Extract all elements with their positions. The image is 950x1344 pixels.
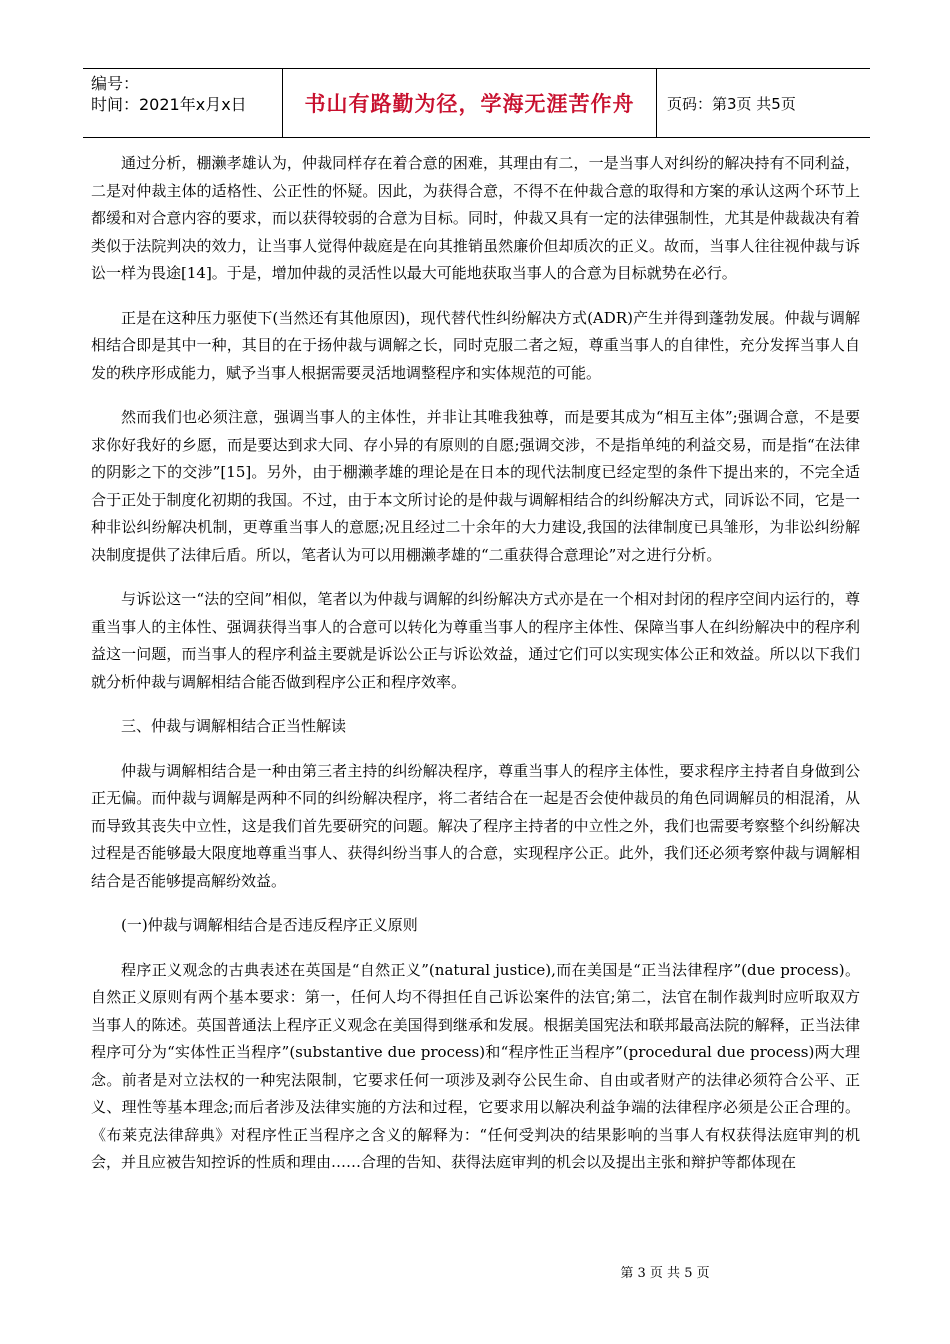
- body-paragraph: 仲裁与调解相结合是一种由第三者主持的纠纷解决程序，尊重当事人的程序主体性，要求程序主持者自身做到公正无偏。而仲裁与调解是两种不同的纠纷解决程序，将二者结合在一起是否会使仲裁员的角色同调解员的相混淆，从而导致其丧失中立性，这是我们首先要研究的问题。解决了程序主持者的中立性之外，我们也需要考察整个纠纷解决过程是否能够最大限度地尊重当事人、获得纠纷当事人的合意，实现程序公正。此外，我们还必须考察仲裁与调解相结合是否能够提高解纷效益。: [91, 761, 860, 890]
- body-paragraph: 与诉讼这一“法的空间”相似，笔者以为仲裁与调解的纠纷解决方式亦是在一个相对封闭的程序空间内运行的，尊重当事人的主体性、强调获得当事人的合意可以转化为尊重当事人的程序主体性、保障当事人在纠纷解决中的程序利益这一问题，而当事人的程序利益主要就是诉讼公正与诉讼效益，通过它们可以实现实体公正和效益。所以以下我们就分析仲裁与调解相结合能否做到程序公正和程序效率。: [91, 590, 860, 691]
- header-motto: 书山有路勤为径，学海无涯苦作舟: [283, 69, 657, 137]
- serial-label: 编号：: [91, 74, 140, 93]
- body-paragraph: 程序正义观念的古典表述在英国是“自然正义”(natural justice),而在美国是“正当法律程序”(due process)。自然正义原则有两个基本要求：第一，任何人均不得担任自己诉讼案件的法官;第二，法官在制作裁判时应听取双方当事人的陈述。英国普通法上程序正义观念在美国得到继承和发展。根据美国宪法和联邦最高法院的解释，正当法律程序可分为“实体性正当程序”(substantive due process)和“程序性正当程序”(procedural due process)两大理念。前者是对立法权的一种宪法限制，它要求任何一项涉及剥夺公民生命、自由或者财产的法律必须符合公平、正义、理性等基本理念;而后者涉及法律实施的方法和过程，它要求用以解决利益争端的法律程序必须是公正合理的。《布莱克法律辞典》对程序性正当程序之含义的解释为：“任何受判决的结果影响的当事人有权获得法庭审判的机会，并且应被告知控诉的性质和理由……合理的告知、获得法庭审判的机会以及提出主张和辩护等都体现在: [91, 960, 860, 1171]
- body-paragraph: 正是在这种压力驱使下(当然还有其他原因)，现代替代性纠纷解决方式(ADR)产生并得到蓬勃发展。仲裁与调解相结合即是其中一种，其目的在于扬仲裁与调解之长，同时克服二者之短，尊重当事人的自律性，充分发挥当事人自发的秩序形成能力，赋予当事人根据需要灵活地调整程序和实体规范的可能。: [91, 308, 860, 382]
- header-info-cell: [83, 69, 283, 137]
- body-paragraph: 然而我们也必须注意，强调当事人的主体性，并非让其唯我独尊，而是要其成为“相互主体”;强调合意，不是要求你好我好的乡愿，而是要达到求大同、存小异的有原则的自愿;强调交涉，不是指单纯的利益交易，而是指“在法律的阴影之下的交涉”[15]。另外，由于棚濑孝雄的理论是在日本的现代法制度已经定型的条件下提出来的，不完全适合于正处于制度化初期的我国。不过，由于本文所讨论的是仲裁与调解相结合的纠纷解决方式，同诉讼不同，它是一种非讼纠纷解决机制，更尊重当事人的意愿;况且经过二十余年的大力建设,我国的法律制度已具雏形，为非讼纠纷解决制度提供了法律后盾。所以，笔者认为可以用棚濑孝雄的“二重获得合意理论”对之进行分析。: [91, 408, 860, 564]
- document-body: [91, 150, 860, 1194]
- section-heading: 三、仲裁与调解相结合正当性解读: [121, 717, 347, 735]
- time-label: 时间：2021年x月x日: [91, 95, 247, 114]
- body-paragraph: 通过分析，棚濑孝雄认为，仲裁同样存在着合意的困难，其理由有二，一是当事人对纠纷的解决持有不同利益，二是对仲裁主体的适格性、公正性的怀疑。因此，为获得合意，不得不在仲裁合意的取得和方案的承认这两个环节上都缓和对合意内容的要求，而以获得较弱的合意为目标。同时，仲裁又具有一定的法律强制性，尤其是仲裁裁决有着类似于法院判决的效力，让当事人觉得仲裁庭是在向其推销虽然廉价但却质次的正义。故而，当事人往往视仲裁与诉讼一样为畏途[14]。于是，增加仲裁的灵活性以最大可能地获取当事人的合意为目标就势在必行。: [91, 154, 860, 282]
- page-header: [83, 68, 870, 138]
- page-footer: 第 3 页 共 5 页: [620, 1266, 710, 1281]
- header-page-info: 页码：第3页 共5页: [667, 94, 796, 113]
- subsection-heading: (一)仲裁与调解相结合是否违反程序正义原则: [121, 916, 418, 934]
